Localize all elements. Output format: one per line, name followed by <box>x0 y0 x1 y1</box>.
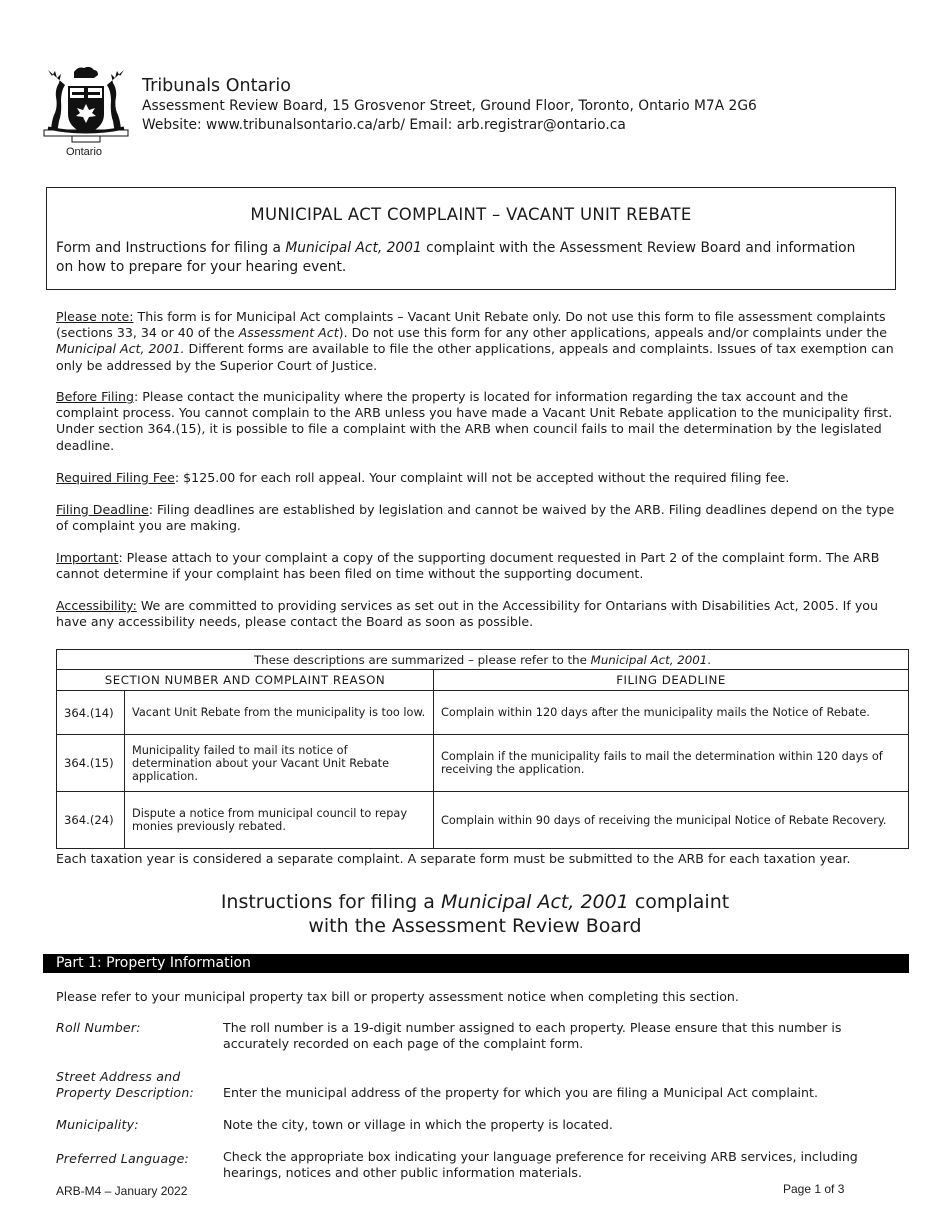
filing-fee-paragraph: Required Filing Fee: $125.00 for each roll appeal. Your complaint will not be accepted without the required filing fee. <box>56 470 790 485</box>
accessibility-paragraph: Accessibility: We are committed to providing services as set out in the Accessibility for Ontarians with Disabilities Act, 2005. If you have any accessibility needs, please contact the Board as soon as possible. <box>56 598 878 630</box>
complaint-reason: Dispute a notice from municipal council to repay monies previously rebated. <box>125 792 434 849</box>
page-number: Page 1 of 3 <box>783 1182 845 1196</box>
roll-number-label: Roll Number: <box>56 1020 141 1035</box>
logo-wordmark: Ontario <box>65 146 103 158</box>
table-caption-row <box>57 650 909 670</box>
please-note-paragraph: Please note: This form is for Municipal Act complaints – Vacant Unit Rebate only. Do not use this form to file assessment complaints (sections 33, 34 or 40 of the Assessment Act). Do not use this form for any other applications, appeals and/or complaints under the Municipal Act, 2001. Different forms are available to file the other applications, appeals and complaints. Issues of tax exemption can only be addressed by the Superior Court of Justice. <box>56 309 894 373</box>
filing-deadline: Complain within 120 days after the municipality mails the Notice of Rebate. <box>434 691 909 735</box>
section-number: 364.(24) <box>57 792 125 849</box>
ontario-coat-of-arms-logo <box>42 62 130 162</box>
part1-section-bar: Part 1: Property Information <box>43 954 909 973</box>
form-description: Form and Instructions for filing a Municipal Act, 2001 complaint with the Assessment Review Board and information on how to prepare for your hearing event. <box>56 240 856 275</box>
roll-number-text: The roll number is a 19-digit number assigned to each property. Please ensure that this number is accurately recorded on each page of the complaint form. <box>223 1020 842 1052</box>
municipality-text: Note the city, town or village in which the property is located. <box>223 1117 613 1132</box>
taxation-year-note: Each taxation year is considered a separate complaint. A separate form must be submitted to the ARB for each taxation year. <box>56 851 851 866</box>
section-number: 364.(14) <box>57 691 125 735</box>
filing-deadline: Complain if the municipality fails to mail the determination within 120 days of receiving the application. <box>434 735 909 792</box>
form-title-box <box>46 187 896 290</box>
street-address-text: Enter the municipal address of the property for which you are filing a Municipal Act complaint. <box>223 1085 818 1100</box>
table-caption: These descriptions are summarized – please refer to the Municipal Act, 2001. <box>57 650 909 670</box>
before-filing-paragraph: Before Filing: Please contact the municipality where the property is located for information regarding the tax account and the complaint process. You cannot complain to the ARB unless you have made a Vacant Unit Rebate application to the municipality first. Under section 364.(15), it is possible to file a complaint with the ARB when council fails to mail the determination by the legislated deadline. <box>56 389 893 453</box>
organization-name: Tribunals Ontario <box>142 76 291 96</box>
instructions-heading <box>0 890 950 938</box>
preferred-language-text: Check the appropriate box indicating your language preference for receiving ARB services, including hearings, notices and other public information materials. <box>223 1149 858 1181</box>
part1-intro: Please refer to your municipal property tax bill or property assessment notice when completing this section. <box>56 989 739 1004</box>
organization-address: Assessment Review Board, 15 Grosvenor Street, Ground Floor, Toronto, Ontario M7A 2G6 <box>142 98 757 114</box>
column-header-deadline: FILING DEADLINE <box>434 670 909 691</box>
complaint-reason: Vacant Unit Rebate from the municipality is too low. <box>125 691 434 735</box>
table-row <box>57 691 909 735</box>
instructions-heading-line1: Instructions for filing a Municipal Act, 2001 complaint <box>220 891 730 913</box>
street-address-label: Street Address and Property Description: <box>56 1069 194 1101</box>
preferred-language-label: Preferred Language: <box>56 1151 189 1166</box>
filing-deadline-paragraph: Filing Deadline: Filing deadlines are established by legislation and cannot be waived by the ARB. Filing deadlines depend on the type of complaint you are making. <box>56 502 895 534</box>
instructions-heading-line2: with the Assessment Review Board <box>308 915 642 937</box>
table-row <box>57 735 909 792</box>
complaint-summary-table <box>56 649 909 849</box>
section-number: 364.(15) <box>57 735 125 792</box>
important-paragraph: Important: Please attach to your complaint a copy of the supporting document requested in Part 2 of the complaint form. The ARB cannot determine if your complaint has been filed on time without the supporting document. <box>56 550 880 582</box>
form-identifier: ARB-M4 – January 2022 <box>56 1184 188 1198</box>
form-title: MUNICIPAL ACT COMPLAINT – VACANT UNIT REBATE <box>250 205 692 224</box>
table-row <box>57 792 909 849</box>
column-header-section: SECTION NUMBER AND COMPLAINT REASON <box>57 670 434 691</box>
complaint-reason: Municipality failed to mail its notice of determination about your Vacant Unit Rebate application. <box>125 735 434 792</box>
municipality-label: Municipality: <box>56 1117 139 1132</box>
organization-contact: Website: www.tribunalsontario.ca/arb/ Email: arb.registrar@ontario.ca <box>142 117 626 133</box>
filing-deadline: Complain within 90 days of receiving the municipal Notice of Rebate Recovery. <box>434 792 909 849</box>
table-header-row <box>57 670 909 691</box>
